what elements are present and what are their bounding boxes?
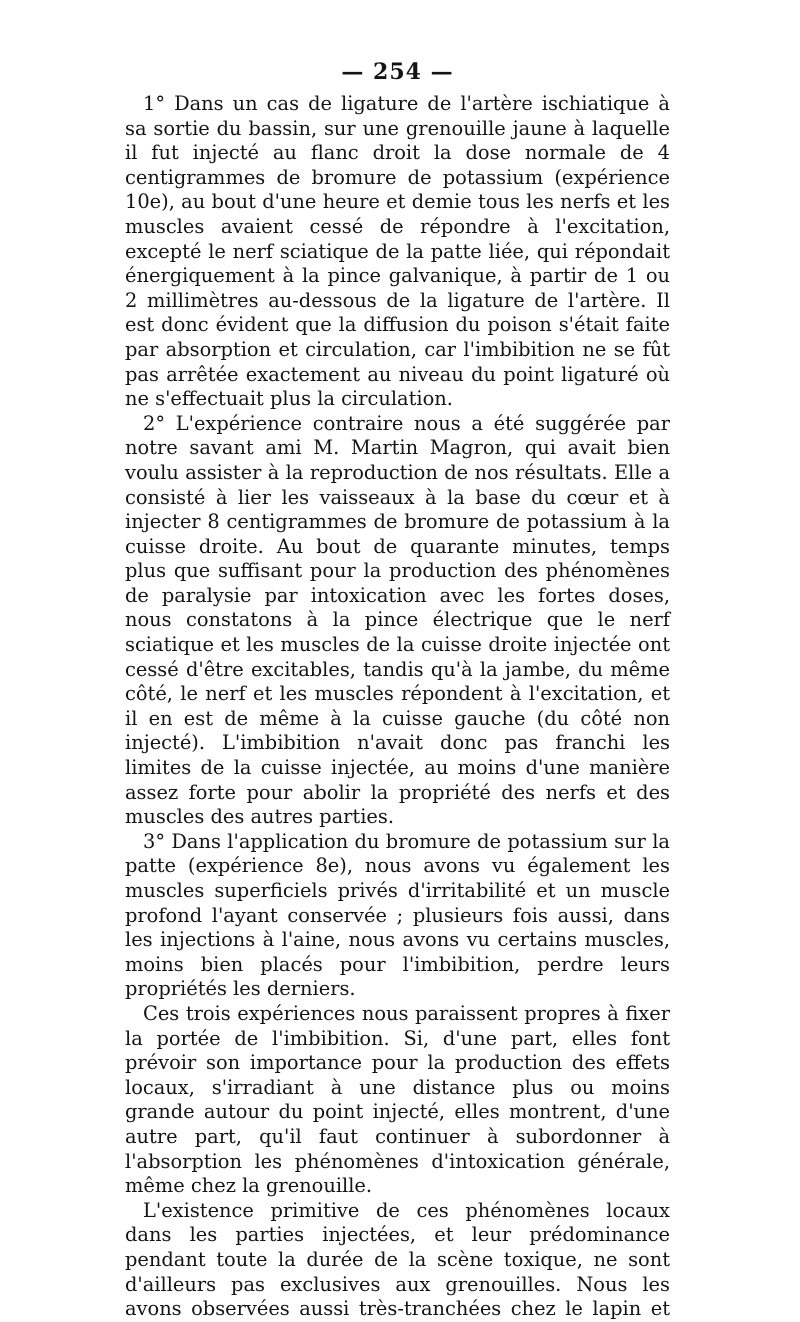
- paragraph-experiment-3: 3° Dans l'application du bromure de potassium sur la patte (expérience 8e), nous avons vu également les muscles superficiels privés d'irritabilité et un muscle profond l'ayant conservée ; plusieurs fois aussi, dans les injections à l'aine, nous avons vu certains muscles, moins bien placés pour l'imbibition, perdre leurs propriétés les derniers.: [125, 829, 670, 1001]
- paragraph-experiment-1: 1° Dans un cas de ligature de l'artère ischiatique à sa sortie du bassin, sur une grenouille jaune à laquelle il fut injecté au flanc droit la dose normale de 4 centigrammes de bromure de potassium (expérience 10e), au bout d'une heure et demie tous les nerfs et les muscles avaient cessé de répondre à l'excitation, excepté le nerf sciatique de la patte liée, qui répondait énergiquement à la pince galvanique, à partir de 1 ou 2 millimètres au-dessous de la ligature de l'artère. Il est donc évident que la diffusion du poison s'était faite par absorption et circulation, car l'imbibition ne se fût pas arrêtée exactement au niveau du point ligaturé où ne s'effectuait plus la circulation.: [125, 92, 670, 411]
- paragraph-local-phenomena: L'existence primitive de ces phénomènes locaux dans les parties injectées, et leur prédominance pendant toute la durée de la scène toxique, ne sont d'ailleurs pas exclusives aux grenouilles. Nous les avons observées aussi très-tranchées chez le lapin et: [125, 1198, 670, 1321]
- paragraph-conclusion: Ces trois expériences nous paraissent propres à fixer la portée de l'imbibition. Si, d'une part, elles font prévoir son importance pour la production des effets locaux, s'irradiant à une distance plus ou moins grande autour du point injecté, elles montrent, d'une autre part, qu'il faut continuer à subordonner à l'absorption les phénomènes d'intoxication générale, même chez la grenouille.: [125, 1001, 670, 1198]
- book-page: [125, 58, 670, 1322]
- paragraph-experiment-2: 2° L'expérience contraire nous a été suggérée par notre savant ami M. Martin Magron, qui avait bien voulu assister à la reproduction de nos résultats. Elle a consisté à lier les vaisseaux à la base du cœur et à injecter 8 centigrammes de bromure de potassium à la cuisse droite. Au bout de quarante minutes, temps plus que suffisant pour la production des phénomènes de paralysie par intoxication avec les fortes doses, nous constatons à la pince électrique que le nerf sciatique et les muscles de la cuisse droite injectée ont cessé d'être excitables, tandis qu'à la jambe, du même côté, le nerf et les muscles répondent à l'excitation, et il en est de même à la cuisse gauche (du côté non injecté). L'imbibition n'avait donc pas franchi les limites de la cuisse injectée, au moins d'une manière assez forte pour abolir la propriété des nerfs et des muscles des autres parties.: [125, 411, 670, 829]
- page-number: — 254 —: [341, 59, 454, 85]
